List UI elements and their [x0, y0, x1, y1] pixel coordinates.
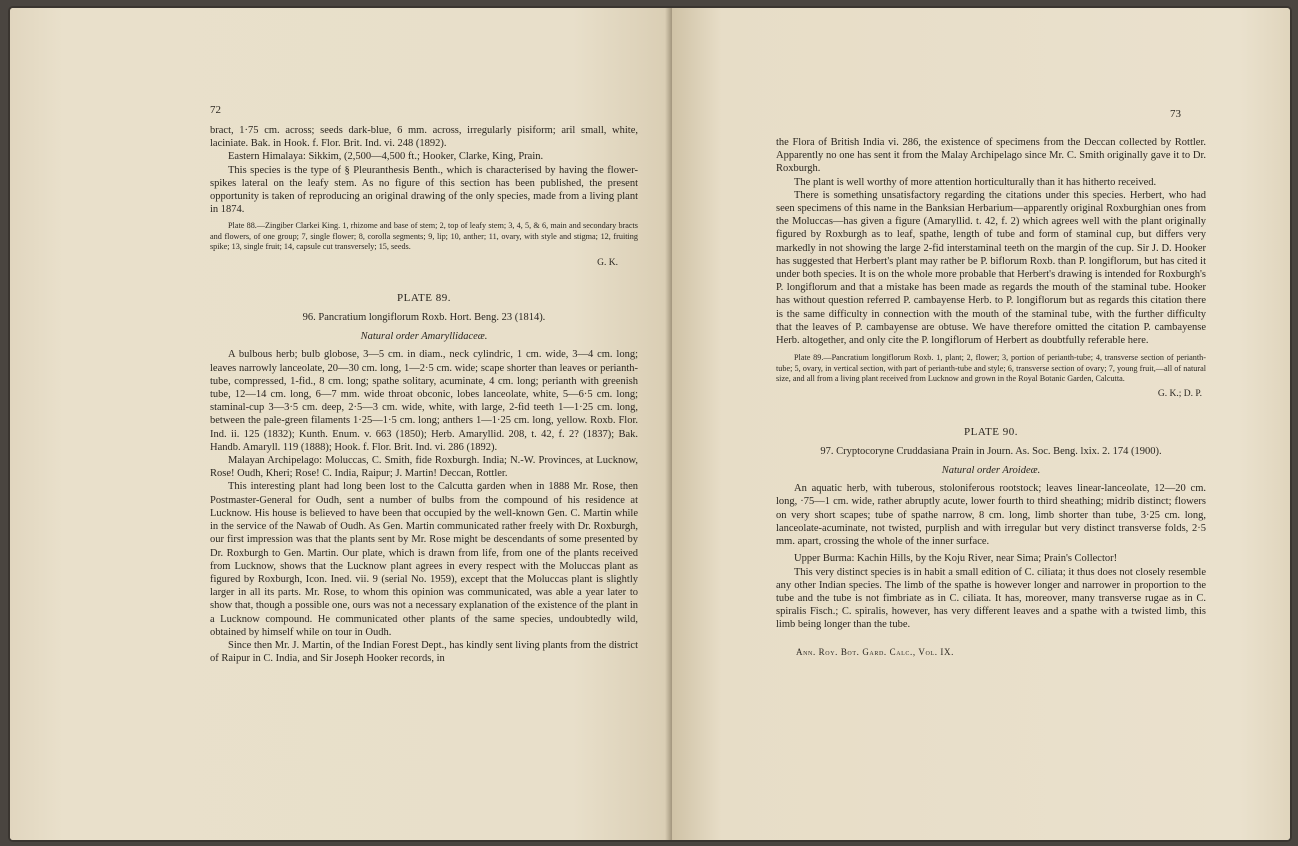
- journal-footer: Ann. Roy. Bot. Gard. Calc., Vol. IX.: [796, 646, 954, 657]
- paragraph: A bulbous herb; bulb globose, 3—5 cm. in diam., neck cylindric, 1 cm. wide, 3—4 cm. long; leaves narrowly lanceolate, 20—30 cm. long, 1—2·5 cm. wide; scape shorter than leaves or perianth-tube, compressed, 1-fid., 8 cm. long; spathe solitary, acuminate, 4 cm. long; perianth with greenish tube, 12—14 cm. long, 6—7 mm. wide throat obconic, lobes lanceolate, white, 5—6·5 cm. long; staminal-cup 3—3·5 cm. deep, 2·5—3 cm. wide, white, with large, 2-fid teeth 1—1·25 cm. long, between the pale-green filaments 1·25—1·5 cm. long; anthers 1—1·25 cm. long, yellow. Roxb. Flor. Ind. ii. 125 (1832); Kunth. Enum. v. 663 (1850); Herb. Amaryllid. 208, t. 42, f. 2? (1837); Bak. Handb. Amaryll. 119 (1888); Hook. f. Flor. Brit. Ind. vi. 286 (1892).: [210, 349, 638, 453]
- paragraph: bract, 1·75 cm. across; seeds dark-blue, 6 mm. across, irregularly pisiform; aril small, white, laciniate. Bak. in Hook. f. Flor. Brit. Ind. vi. 248 (1892).: [210, 125, 638, 150]
- plate88-initials: G. K.: [597, 257, 618, 268]
- paragraph: Upper Burma: Kachin Hills, by the Koju River, near Sima; Prain's Collector!: [794, 553, 1118, 565]
- plate89-initials: G. K.; D. P.: [1157, 389, 1202, 400]
- plate90-order: Natural order Aroideæ.: [941, 465, 1041, 477]
- plate89-caption: Plate 89.—Pancratium longiflorum Roxb. 1, plant; 2, flower; 3, portion of perianth-tube; 4, transverse section of perianth-tube; 5, ovary, in vertical section, with part of perianth-tube and style; 6, transverse section of ovary; 7, young fruit,—all of natural size, and all from a living plant received from Lucknow and grown in the Royal Botanic Garden, Calcutta.: [776, 353, 1206, 384]
- right-page-body: [776, 136, 1206, 659]
- paragraph: This very distinct species is in habit a small edition of C. ciliata; it thus does not closely resemble any other Indian species. The limb of the spathe is however longer and narrower in proportion to the tube and the tube is not fimbriate as in C. ciliata. It has, moreover, many transverse rugae as in C. spiralis Fisch.; C. spiralis, however, has very different leaves and a spathe with a twisted limb, this limb being longer than the tube.: [776, 566, 1206, 631]
- plate90-title: PLATE 90.: [964, 425, 1018, 438]
- plate90-species: 97. Cryptocoryne Cruddasiana Prain in Journ. As. Soc. Beng. lxix. 2. 174 (1900).: [820, 445, 1162, 457]
- paragraph: Since then Mr. J. Martin, of the Indian Forest Dept., has kindly sent living plants from the district of Raipur in C. India, and Sir Joseph Hooker records, in: [210, 639, 638, 665]
- book-spread: [10, 8, 1290, 840]
- plate89-species: 96. Pancratium longiflorum Roxb. Hort. Beng. 23 (1814).: [302, 312, 546, 324]
- paragraph: An aquatic herb, with tuberous, stoloniferous rootstock; leaves linear-lanceolate, 12—20 cm. long, ·75—1 cm. wide, rather abruptly acute, lower fourth to third sheathing; midrib distinct; flowers on very short scapes; tube of spathe narrow, 8 cm. long, limb shorter than tube, 3·25 cm. long, lanceolate-acuminate, not twisted, purplish and with irregular but very distinct transverse folds, 2·5 mm. apart, crossing the whole of the inner surface.: [776, 483, 1206, 548]
- plate88-caption: Plate 88.—Zingiber Clarkei King. 1, rhizome and base of stem; 2, top of leafy stem; 3, 4, 5, & 6, main and secondary bracts and flowers, of one group; 7, single flower; 8, corolla segments; 9, lip; 10, anther; 11, ovary, with style and stigma; 12, fruiting spike; 13, single fruit; 14, capsule cut transversely; 15, seeds.: [210, 221, 638, 252]
- plate89-order: Natural order Amaryllidaceæ.: [360, 331, 488, 343]
- paragraph: Malayan Archipelago: Moluccas, C. Smith, fide Roxburgh. India; N.-W. Provinces, at Lucknow, Rose! Oudh, Kheri; Rose! C. India, Raipur; J. Martin! Deccan, Rottler.: [210, 455, 638, 480]
- right-page: [672, 8, 1290, 840]
- paragraph: the Flora of British India vi. 286, the existence of specimens from the Deccan collected by Rottler. Apparently no one has sent it from the Malay Archipelago since Mr. C. Smith originally gave it to Dr. Roxburgh.: [776, 137, 1206, 175]
- left-page-number: 72: [210, 104, 221, 116]
- paragraph: The plant is well worthy of more attention horticulturally than it has hitherto received.: [794, 176, 1157, 188]
- plate89-title: PLATE 89.: [397, 291, 451, 304]
- left-page: [10, 8, 672, 840]
- paragraph: Eastern Himalaya: Sikkim, (2,500—4,500 ft.; Hooker, Clarke, King, Prain.: [228, 151, 544, 163]
- left-page-body: [210, 124, 638, 665]
- paragraph: This species is the type of § Pleuranthesis Benth., which is characterised by having the flower-spikes lateral on the leafy stem. As no figure of this section has been published, the present opportunity is taken of reproducing an original drawing of the only species, made from a living plant in 1874.: [210, 164, 638, 216]
- paragraph: There is something unsatisfactory regarding the citations under this species. Herbert, who had seen specimens of this name in the Banksian Herbarium—apparently original Roxburghian ones from the Moluccas—has given a figure (Amaryllid. t. 42, f. 2) which agrees well with the plant originally figured by Roxburgh as to leaf, spathe, length of tube and form of staminal cup, but differs very markedly in not showing the large 2-fid interstaminal teeth on the margin of the cup. Sir J. D. Hooker has suggested that Herbert's plant may rather be P. biflorum Roxb. than P. longiflorum, but has cited it under both species. It is on the whole more probable that Herbert's drawing is intended for Roxburgh's P. longiflorum and that a mistake has been made as regards the mouth of the staminal tube. Hooker has without question referred P. cambayense Herb. to P. longiflorum but as regards this citation there is the same difficulty in connection with the mouth of the staminal tube, with the further difficulty that the leaves of P. cambayense are obtuse. We have therefore omitted the citation P. cambayense Herb. altogether, and only cite the P. longiflorum of Herbert as doubtfully referable here.: [776, 189, 1206, 347]
- paragraph: This interesting plant had long been lost to the Calcutta garden when in 1888 Mr. Rose, then Postmaster-General for Oudh, sent a number of bulbs from the compound of his residence at Lucknow. His house is believed to have been that occupied by the well-known Gen. C. Martin while in the service of the Nawab of Oudh. As Gen. Martin communicated rather freely with Dr. Roxburgh, our first impression was that the plants sent by Mr. Rose might be descendants of some presented by Dr. Roxburgh to Gen. Martin. Our plate, which is drawn from life, from one of the plants received from Lucknow, shows that the Lucknow plant agrees in every respect with the Moluccas plant as figured by Roxburgh, Icon. Ined. vii. 9 (serial No. 1959), except that the Moluccas plant is slightly larger in all its parts. Mr. Rose, to whom this opinion was communicated, was able a year later to show that, though a possible one, ours was not a necessary explanation of the existence of the plant in a Lucknow compound. He communicated other plants of the same species, undoubtedly wild, obtained by himself while on tour in Oudh.: [210, 481, 638, 638]
- right-page-number: 73: [1170, 108, 1181, 120]
